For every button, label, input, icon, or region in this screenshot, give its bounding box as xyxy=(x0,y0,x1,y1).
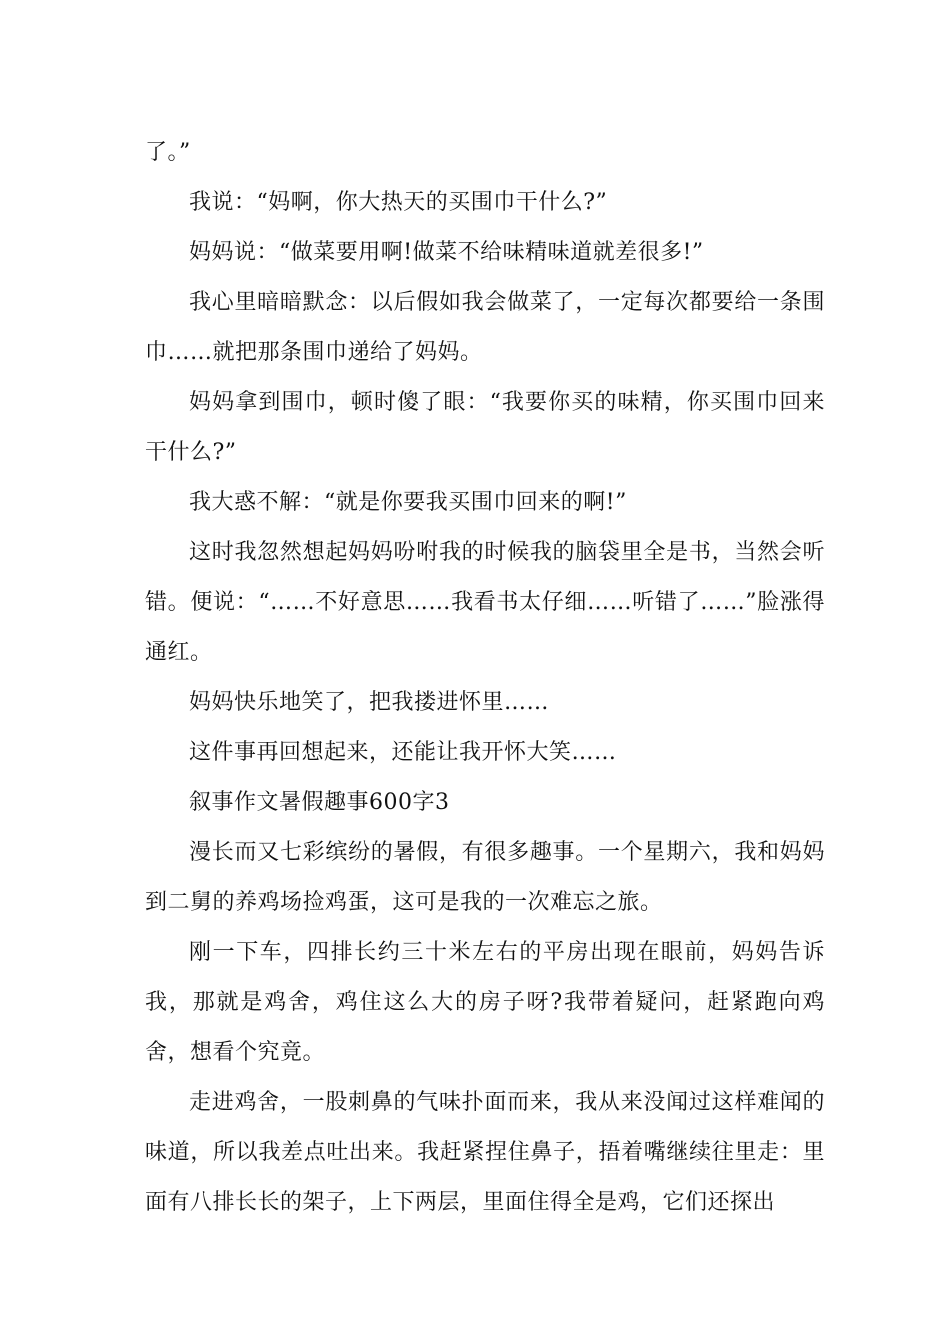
paragraph-dialogue-mom: 妈妈说：“做菜要用啊!做菜不给味精味道就差很多!” xyxy=(189,240,704,265)
document-body xyxy=(145,128,825,1228)
paragraph-realization: 这时我忽然想起妈妈吩咐我的时候我的脑袋里全是书，当然会听错。便说：“……不好意思……我看书太仔细……听错了……”脸涨得通红。 xyxy=(145,540,825,665)
paragraph-mom-laughs: 妈妈快乐地笑了，把我搂进怀里…… xyxy=(189,690,550,715)
paragraph-summer-intro: 漫长而又七彩缤纷的暑假，有很多趣事。一个星期六，我和妈妈到二舅的养鸡场捡鸡蛋，这可是我的一次难忘之旅。 xyxy=(145,840,825,915)
paragraph-enter-coop: 走进鸡舍，一股刺鼻的气味扑面而来，我从来没闻过这样难闻的味道，所以我差点吐出来。我赶紧捏住鼻子，捂着嘴继续往里走：里面有八排长长的架子，上下两层，里面住得全是鸡，它们还探出 xyxy=(145,1090,825,1215)
section-heading: 叙事作文暑假趣事600字3 xyxy=(189,790,450,815)
paragraph-dialogue-me: 我说：“妈啊，你大热天的买围巾干什么?” xyxy=(189,190,608,215)
paragraph-continuation: 了。” xyxy=(145,140,191,165)
paragraph-confused: 我大惑不解：“就是你要我买围巾回来的啊!” xyxy=(189,490,627,515)
paragraph-inner-thought: 我心里暗暗默念：以后假如我会做菜了，一定每次都要给一条围巾……就把那条围巾递给了妈妈。 xyxy=(145,290,825,365)
paragraph-ending: 这件事再回想起来，还能让我开怀大笑…… xyxy=(189,740,617,765)
paragraph-arrival: 刚一下车，四排长约三十米左右的平房出现在眼前，妈妈告诉我，那就是鸡舍，鸡住这么大的房子呀?我带着疑问，赶紧跑向鸡舍，想看个究竟。 xyxy=(145,940,825,1065)
paragraph-mom-surprised: 妈妈拿到围巾，顿时傻了眼：“我要你买的味精，你买围巾回来干什么?” xyxy=(145,390,825,465)
